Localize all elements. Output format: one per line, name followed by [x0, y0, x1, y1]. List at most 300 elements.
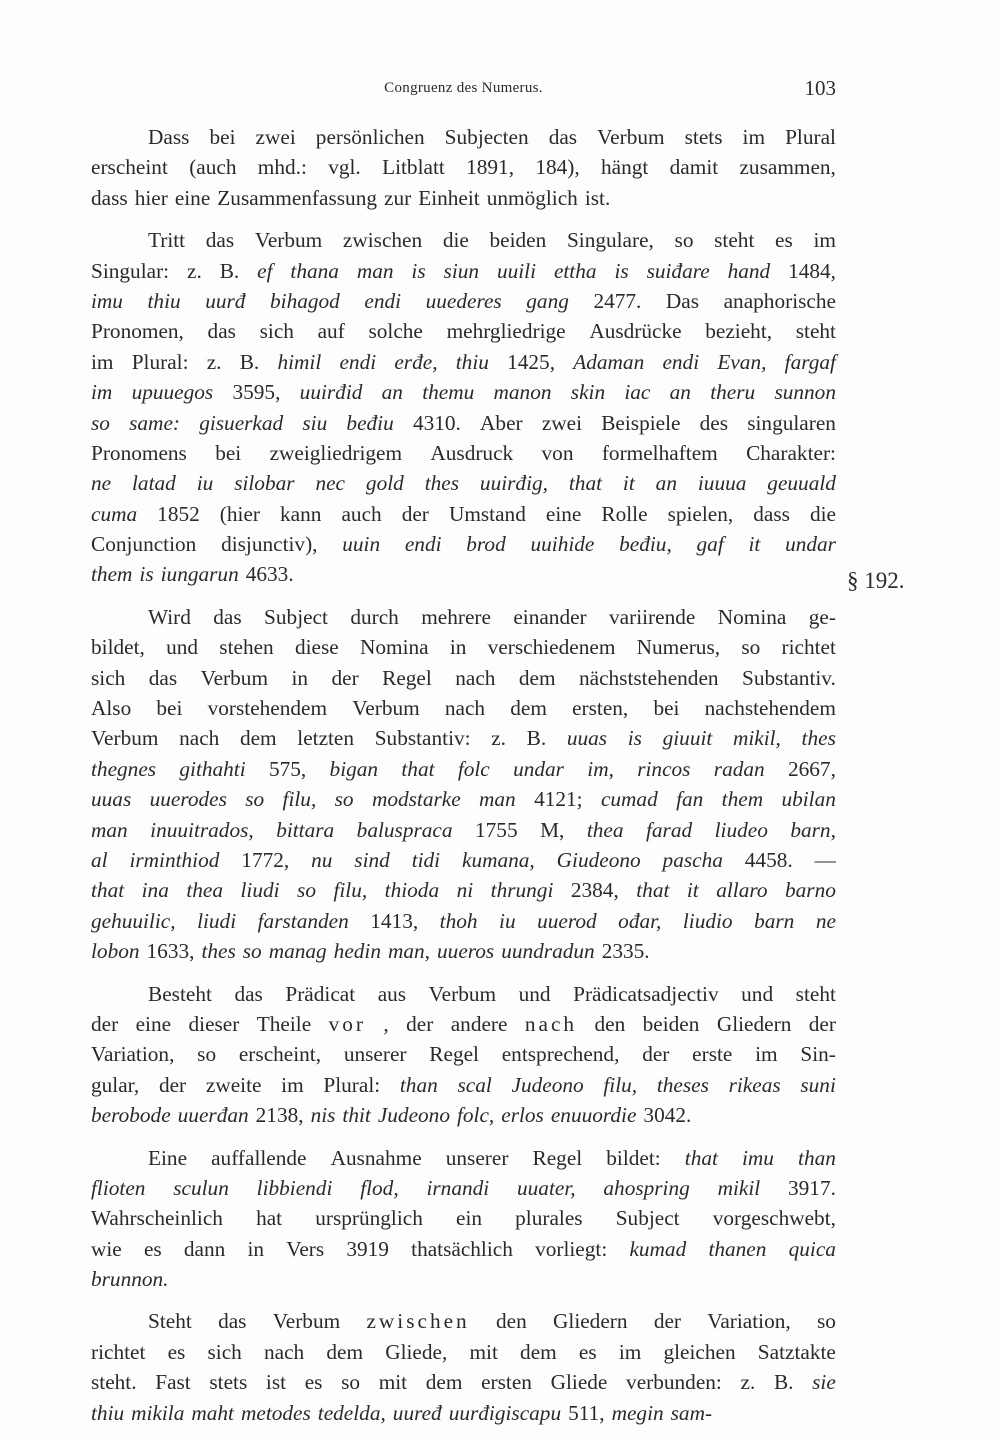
word: anaphorische — [723, 288, 836, 313]
word: Verbum — [91, 726, 159, 751]
word: auffallende — [211, 1145, 307, 1170]
italic-word: irnandi — [426, 1175, 490, 1200]
word: spielen, — [667, 501, 734, 526]
word: dem — [518, 665, 556, 690]
word: Rolle — [601, 501, 648, 526]
italic-word: an — [381, 380, 403, 405]
text-line — [91, 468, 836, 498]
italic-word: iu — [499, 908, 516, 933]
word: den — [495, 1309, 527, 1334]
text-line — [91, 1100, 836, 1130]
italic-word: nu — [311, 847, 333, 872]
italic-word: farstanden — [257, 908, 349, 933]
word: vgl. — [328, 155, 361, 180]
word: gular, — [91, 1072, 140, 1097]
text-line — [91, 256, 836, 286]
italic-word: baluspraca — [356, 817, 453, 842]
italic-word: that — [684, 1145, 718, 1170]
word: der — [331, 665, 359, 690]
italic-word: tedelda, — [317, 1400, 386, 1425]
spaced-word: vor — [328, 1011, 366, 1036]
italic-word: uueros — [437, 939, 495, 964]
word: Wahrscheinlich — [91, 1206, 223, 1231]
italic-word: kumana, — [462, 847, 535, 872]
text-line — [91, 559, 836, 589]
italic-word: irminthiod — [129, 847, 220, 872]
word: Beispiele — [601, 410, 681, 435]
word: nach — [455, 665, 496, 690]
italic-word: endi — [662, 349, 700, 374]
italic-word: an — [669, 380, 691, 405]
word: Zusammenfassung — [217, 185, 377, 210]
italic-word: theru — [710, 380, 756, 405]
word: Substantiv: — [374, 726, 471, 751]
italic-word: uuihide — [530, 532, 595, 557]
italic-word: them — [91, 562, 133, 587]
text-line — [91, 183, 836, 213]
italic-word: endi — [339, 349, 377, 374]
word: das — [218, 1309, 247, 1334]
word: 575, — [268, 756, 307, 781]
word: es — [775, 228, 793, 253]
italic-word: themu — [422, 380, 475, 405]
italic-word: theses — [656, 1072, 709, 1097]
spaced-word: nach — [524, 1011, 578, 1036]
word: zwei — [255, 125, 296, 149]
word: unserer — [445, 1145, 509, 1170]
word: z. — [187, 258, 202, 283]
word: Subject — [264, 604, 328, 629]
paragraph — [91, 1143, 836, 1295]
italic-word: uundradun — [501, 939, 595, 964]
word: nach — [263, 1339, 305, 1364]
word: der — [406, 1011, 434, 1036]
word: ein — [456, 1206, 483, 1231]
italic-word: flioten — [91, 1175, 146, 1200]
italic-word: an — [655, 471, 677, 496]
italic-word: gehuuilic, — [91, 908, 176, 933]
italic-word: so — [297, 878, 316, 903]
text-line — [91, 1009, 836, 1039]
word: dem — [510, 696, 547, 721]
italic-word: imu — [91, 288, 123, 313]
word: steht — [795, 981, 836, 1006]
word: verbunden: — [626, 1370, 722, 1395]
word: vorgeschwebt, — [712, 1206, 836, 1231]
italic-word: so — [242, 939, 262, 964]
italic-word: gaf — [696, 532, 724, 557]
word: Aber — [480, 410, 523, 435]
word: stets — [209, 1370, 248, 1395]
word: bei — [215, 440, 242, 465]
italic-word: it — [748, 532, 761, 557]
italic-word: im, — [587, 756, 614, 781]
italic-word: thrungi — [490, 878, 554, 903]
word: mhd.: — [257, 155, 307, 180]
italic-word: uuin — [342, 532, 381, 557]
word: das — [148, 665, 178, 690]
text-line — [91, 754, 836, 784]
word: andere — [450, 1011, 508, 1036]
word: 2384, — [570, 878, 619, 903]
italic-word: it — [686, 878, 699, 903]
word: richtet — [781, 635, 836, 660]
text-line — [91, 875, 836, 905]
italic-word: folc, — [456, 1103, 495, 1128]
italic-word: mikil, — [732, 726, 781, 751]
word: vorstehendem — [207, 696, 328, 721]
word: persönlichen — [315, 125, 425, 149]
word: nachstehendem — [704, 696, 836, 721]
word: Also — [91, 696, 132, 721]
italic-word: quica — [788, 1236, 836, 1261]
italic-word: radan — [713, 756, 765, 781]
word: M, — [540, 817, 565, 842]
italic-word: cumad — [600, 787, 658, 812]
word: das — [205, 228, 235, 253]
italic-word: thiu — [455, 349, 489, 374]
italic-word: Judeono — [511, 1072, 584, 1097]
word: 2335. — [601, 939, 650, 964]
word: des — [699, 410, 729, 435]
word: sich — [91, 665, 126, 690]
italic-word: skin — [570, 380, 606, 405]
italic-word: im — [91, 380, 113, 405]
word: sich — [259, 319, 294, 344]
word: 1772, — [241, 847, 290, 872]
word: das — [213, 604, 242, 629]
text-line — [91, 602, 836, 632]
word: singularen — [747, 410, 836, 435]
word: in — [291, 665, 309, 690]
word: es — [304, 1370, 323, 1395]
word: bezieht, — [705, 319, 773, 344]
word: erscheint — [91, 155, 168, 180]
text-line — [91, 225, 836, 255]
italic-word: ne — [815, 908, 836, 933]
word: Nomina — [359, 635, 429, 660]
word: bei — [653, 696, 680, 721]
italic-word: Giudeono — [556, 847, 641, 872]
word: ist. — [584, 185, 611, 210]
text-line — [91, 1039, 836, 1069]
italic-word: manon — [493, 380, 552, 405]
word: Fast — [155, 1370, 191, 1395]
italic-word: himil — [277, 349, 322, 374]
word: Singular: — [91, 258, 170, 283]
italic-word: megin — [611, 1400, 664, 1425]
italic-word: giuuit — [662, 726, 713, 751]
word: einander — [513, 604, 587, 629]
italic-word: filu, — [333, 878, 368, 903]
word: , — [383, 1011, 389, 1036]
text-line — [91, 1367, 836, 1397]
word: das — [234, 981, 263, 1006]
word: unserer — [343, 1042, 407, 1067]
word: 4458. — [744, 847, 793, 872]
word: 2138, — [255, 1103, 304, 1128]
text-line — [91, 316, 836, 346]
italic-word: uuirđid — [299, 380, 363, 405]
italic-word: fan — [676, 787, 704, 812]
word: Regel — [429, 1042, 479, 1067]
word: das — [207, 319, 236, 344]
word: hat — [256, 1206, 283, 1231]
italic-word: uuerđan — [177, 1103, 249, 1128]
word: dass — [91, 185, 128, 210]
italic-word: is — [139, 562, 154, 587]
word: 511, — [568, 1400, 605, 1425]
word: es — [143, 1236, 162, 1261]
word: im — [618, 1339, 642, 1364]
word: hängt — [601, 155, 649, 180]
italic-word: thegnes — [91, 756, 157, 781]
word: so — [197, 1042, 217, 1067]
italic-word: Judeono — [377, 1103, 450, 1128]
word: Prädicatsadjectiv — [573, 981, 719, 1006]
italic-word: filu, — [282, 787, 317, 812]
italic-word: thiu — [91, 1400, 125, 1425]
italic-word: them — [721, 787, 764, 812]
word: z. — [206, 349, 222, 374]
italic-word: modstarke — [371, 787, 461, 812]
italic-word: barn, — [790, 817, 836, 842]
italic-word: uuerod — [537, 908, 597, 933]
word: 2667, — [787, 756, 836, 781]
word: im — [813, 228, 836, 253]
text-line — [91, 632, 836, 662]
text-line — [91, 1306, 836, 1336]
word: entsprechend, — [501, 1042, 620, 1067]
italic-word: thea — [186, 878, 223, 903]
word: zweigliedrigem — [269, 440, 403, 465]
italic-word: manag — [268, 939, 327, 964]
word: dieser — [188, 1011, 240, 1036]
word: bei — [156, 696, 183, 721]
word: steht. — [91, 1370, 137, 1395]
word: 4310. — [412, 410, 461, 435]
italic-word: ni — [456, 878, 474, 903]
word: ersten, — [572, 696, 629, 721]
word: Ausdrücke — [589, 319, 682, 344]
italic-word: maht — [191, 1400, 234, 1425]
word: steht — [714, 228, 755, 253]
word: mehrere — [421, 604, 491, 629]
italic-word: farad — [645, 817, 693, 842]
word: Numerus, — [636, 635, 721, 660]
italic-word: fargaf — [784, 349, 836, 374]
text-line — [91, 347, 836, 377]
text-line — [91, 1143, 836, 1173]
word: Plural — [785, 125, 836, 149]
italic-word: scal — [457, 1072, 492, 1097]
italic-word: ođar, — [618, 908, 662, 933]
word: im — [742, 125, 766, 149]
word: bildet: — [606, 1145, 661, 1170]
word: zur — [384, 185, 412, 210]
word: der — [808, 1011, 836, 1036]
text-line — [91, 529, 836, 559]
word: Nomina — [717, 604, 787, 629]
text-line — [91, 1234, 836, 1264]
italic-word: rikeas — [728, 1072, 781, 1097]
italic-word: filu, — [603, 1072, 638, 1097]
word: Subjecten — [444, 125, 529, 149]
italic-word: is — [411, 258, 426, 283]
section-marker: § 192. — [847, 568, 905, 593]
text-line — [91, 906, 836, 936]
text-line — [91, 152, 836, 182]
body-text — [91, 122, 836, 1440]
italic-word: uuili — [496, 258, 537, 283]
word: Pronomens — [91, 440, 187, 465]
italic-word: erđe, — [394, 349, 438, 374]
italic-word: uuater, — [517, 1175, 576, 1200]
word: Ausdruck — [430, 440, 514, 465]
italic-word: uuirđig, — [479, 471, 548, 496]
word: disjunctiv), — [221, 532, 318, 557]
word: Gliedern — [716, 1011, 792, 1036]
word: die — [442, 228, 469, 253]
word: — — [814, 847, 836, 872]
italic-word: allaro — [716, 878, 768, 903]
word: plurales — [515, 1206, 583, 1231]
word: stehen — [219, 635, 274, 660]
italic-word: thes — [801, 726, 836, 751]
word: das — [548, 125, 578, 149]
word: B. — [773, 1370, 794, 1395]
word: 3919 — [346, 1236, 389, 1261]
word: 3917. — [788, 1175, 836, 1200]
italic-word: cuma — [91, 501, 138, 526]
word: dem — [425, 1370, 463, 1395]
italic-word: metodes — [240, 1400, 311, 1425]
italic-word: al — [91, 847, 108, 872]
text-line — [91, 377, 836, 407]
italic-word: brod — [466, 532, 506, 557]
italic-word: bittara — [276, 817, 335, 842]
italic-word: is — [627, 726, 642, 751]
word: nach — [179, 726, 220, 751]
italic-word: endi — [364, 288, 402, 313]
italic-word: suni — [800, 1072, 836, 1097]
italic-word: uuas — [566, 726, 608, 751]
italic-word: inuuitrados, — [150, 817, 254, 842]
italic-word: thes — [424, 471, 460, 496]
word: die — [809, 501, 836, 526]
italic-word: brunnon. — [91, 1267, 169, 1292]
italic-word: uuređ — [392, 1400, 442, 1425]
word: Variation, — [707, 1309, 791, 1334]
italic-word: that — [91, 878, 125, 903]
italic-word: ahospring — [603, 1175, 690, 1200]
word: eine — [135, 1011, 172, 1036]
italic-word: latad — [132, 471, 176, 496]
word: dass — [753, 501, 790, 526]
word: sich — [207, 1339, 242, 1364]
italic-word: than — [399, 1072, 438, 1097]
italic-word: sie — [812, 1370, 836, 1395]
italic-word: uurđ — [205, 288, 246, 313]
word: Verbum — [200, 665, 269, 690]
italic-word: ubilan — [781, 787, 836, 812]
word: erscheint, — [238, 1042, 322, 1067]
italic-word: uuederes — [425, 288, 502, 313]
word: ist — [265, 1370, 287, 1395]
italic-word: so — [334, 787, 354, 812]
italic-word: iu — [196, 471, 214, 496]
word: variirende — [609, 604, 696, 629]
word: in — [247, 1236, 265, 1261]
word: formelhaftem — [601, 440, 718, 465]
italic-word: pascha — [662, 847, 723, 872]
word: 1755 — [475, 817, 518, 842]
italic-word: ettha — [553, 258, 597, 283]
word: Verbum — [254, 228, 323, 253]
text-line — [91, 1337, 836, 1367]
word: ersten — [481, 1370, 532, 1395]
word: z. — [491, 726, 506, 751]
word: wie — [91, 1236, 122, 1261]
word: es — [167, 1339, 186, 1364]
italic-word: silobar — [234, 471, 295, 496]
word: Theile — [256, 1011, 312, 1036]
italic-word: flod, — [360, 1175, 399, 1200]
word: dann — [183, 1236, 226, 1261]
italic-word: suiđare — [646, 258, 710, 283]
spaced-word: zwischen — [366, 1309, 470, 1334]
word: beiden — [642, 1011, 700, 1036]
word: Conjunction — [91, 532, 197, 557]
word: eine — [545, 501, 582, 526]
text-line — [91, 1070, 836, 1100]
italic-word: liudi — [197, 908, 237, 933]
italic-word: hedin — [333, 939, 381, 964]
word: Das — [665, 288, 700, 313]
word: Prädicat — [285, 981, 356, 1006]
word: (hier — [219, 501, 260, 526]
italic-word: githahti — [179, 756, 246, 781]
word: Umstand — [448, 501, 526, 526]
italic-word: same: — [129, 410, 180, 435]
word: Sin- — [800, 1042, 836, 1067]
word: 1633, — [146, 939, 195, 964]
word: dem — [326, 1339, 364, 1364]
word: so — [674, 228, 694, 253]
word: Ausnahme — [330, 1145, 422, 1170]
italic-word: lobon — [91, 939, 140, 964]
italic-word: kumad — [629, 1236, 687, 1261]
word: Einheit — [418, 185, 480, 210]
word: 4121; — [534, 787, 583, 812]
italic-word: libbiendi — [256, 1175, 333, 1200]
word: diese — [294, 635, 339, 660]
word: Charakter: — [746, 440, 836, 465]
italic-word: barno — [784, 878, 836, 903]
text-line — [91, 408, 836, 438]
italic-word: erlos — [501, 1103, 544, 1128]
italic-word: so — [245, 787, 265, 812]
word: dem — [520, 1339, 557, 1364]
word: vorliegt: — [535, 1236, 608, 1261]
word: Gliedern — [553, 1309, 628, 1334]
word: Regel — [532, 1145, 583, 1170]
word: B. — [219, 258, 240, 283]
word: eine — [174, 185, 211, 210]
word: aus — [377, 981, 407, 1006]
italic-word: nec — [315, 471, 346, 496]
text-line — [91, 693, 836, 723]
